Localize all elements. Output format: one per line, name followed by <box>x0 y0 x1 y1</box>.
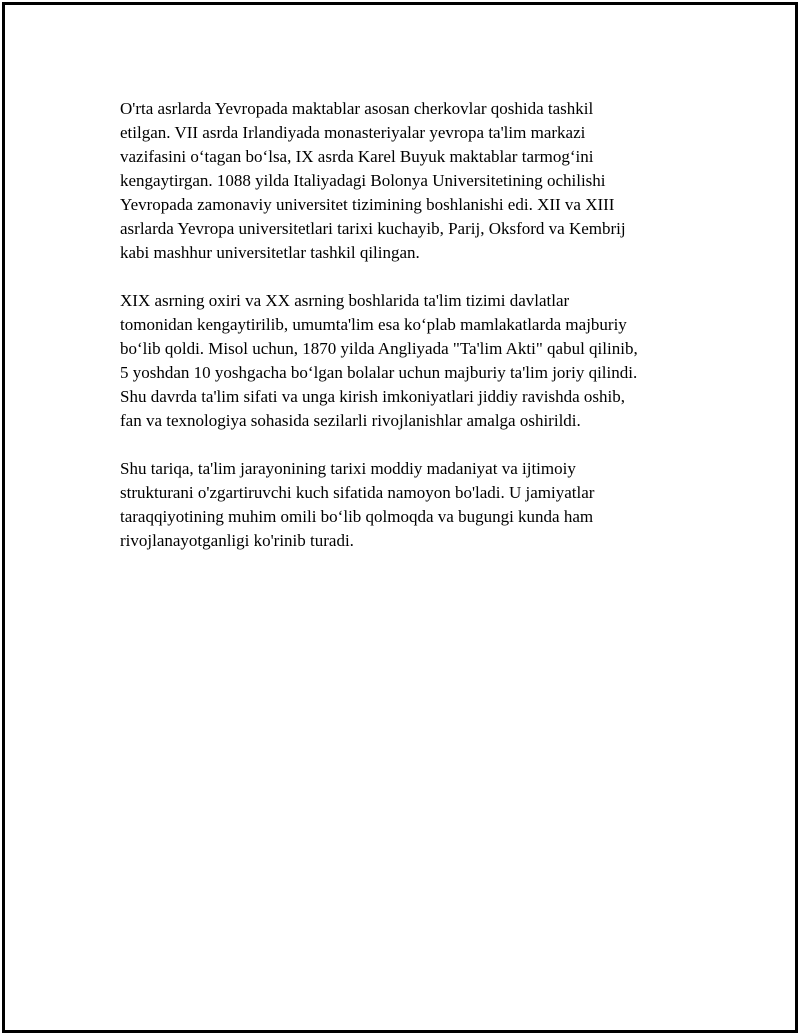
paragraph-line: taraqqiyotining muhim omili bo‘lib qolmoqda va bugungi kunda ham <box>120 507 594 526</box>
paragraph-line: O'rta asrlarda Yevropada maktablar asosan cherkovlar qoshida tashkil <box>120 99 594 118</box>
paragraph-line: fan va texnologiya sohasida sezilarli rivojlanishlar amalga oshirildi. <box>120 411 581 430</box>
document-page <box>2 2 798 1033</box>
paragraph-1 <box>120 97 680 265</box>
paragraph-line: tomonidan kengaytirilib, umumta'lim esa ko‘plab mamlakatlarda majburiy <box>120 315 627 334</box>
paragraph-line: etilgan. VII asrda Irlandiyada monasteriyalar yevropa ta'lim markazi <box>120 123 586 142</box>
paragraph-spacer <box>120 265 680 289</box>
paragraph-line: asrlarda Yevropa universitetlari tarixi kuchayib, Parij, Oksford va Kembrij <box>120 219 626 238</box>
paragraph-line: strukturani o'zgartiruvchi kuch sifatida namoyon bo'ladi. U jamiyatlar <box>120 483 595 502</box>
paragraph-line: vazifasini o‘tagan bo‘lsa, IX asrda Karel Buyuk maktablar tarmog‘ini <box>120 147 594 166</box>
paragraph-line: Yevropada zamonaviy universitet tizimining boshlanishi edi. XII va XIII <box>120 195 615 214</box>
paragraph-line: XIX asrning oxiri va XX asrning boshlarida ta'lim tizimi davlatlar <box>120 291 570 310</box>
paragraph-line: rivojlanayotganligi ko'rinib turadi. <box>120 531 354 550</box>
document-body <box>120 97 680 553</box>
paragraph-line: Shu davrda ta'lim sifati va unga kirish imkoniyatlari jiddiy ravishda oshib, <box>120 387 625 406</box>
paragraph-2 <box>120 289 680 433</box>
paragraph-spacer <box>120 433 680 457</box>
paragraph-line: kengaytirgan. 1088 yilda Italiyadagi Bolonya Universitetining ochilishi <box>120 171 606 190</box>
paragraph-line: bo‘lib qoldi. Misol uchun, 1870 yilda Angliyada "Ta'lim Akti" qabul qilinib, <box>120 339 638 358</box>
paragraph-line: 5 yoshdan 10 yoshgacha bo‘lgan bolalar uchun majburiy ta'lim joriy qilindi. <box>120 363 638 382</box>
paragraph-line: kabi mashhur universitetlar tashkil qilingan. <box>120 243 420 262</box>
paragraph-line: Shu tariqa, ta'lim jarayonining tarixi moddiy madaniyat va ijtimoiy <box>120 459 576 478</box>
paragraph-3 <box>120 457 680 553</box>
